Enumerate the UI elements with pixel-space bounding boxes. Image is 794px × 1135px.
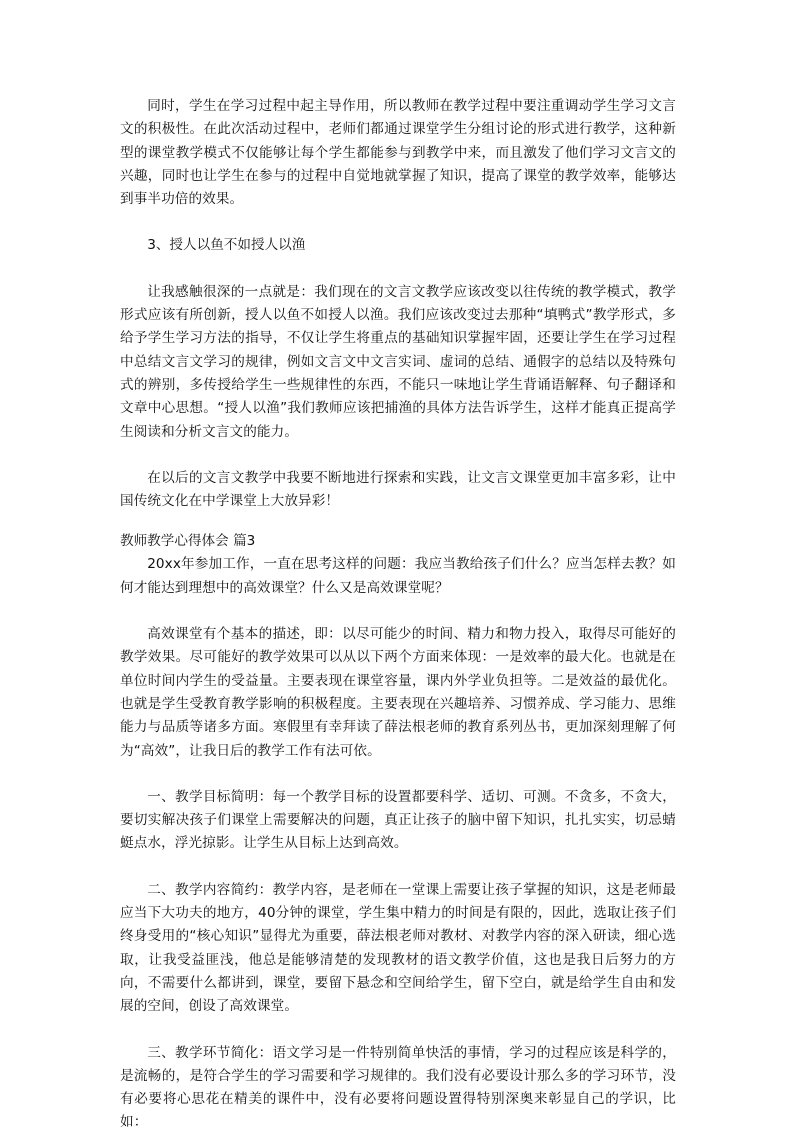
spacer: [120, 763, 676, 786]
spacer: [120, 444, 676, 467]
heading-teach-fishing: 3、授人以鱼不如授人以渔: [147, 237, 306, 254]
section-title-part3: 教师教学心得体会 篇3: [120, 533, 256, 550]
spacer: [120, 513, 676, 530]
document-page: [120, 95, 676, 1135]
spacer: [120, 1019, 676, 1042]
paragraph-work-question: 20xx年参加工作，一直在思考这样的问题：我应当教给孩子们什么？应当怎样去教？如何才能达到理想中的高效课堂？什么又是高效课堂呢？: [120, 556, 676, 596]
paragraph-future-exploration: 在以后的文言文教学中我要不断地进行探索和实践，让文言文课堂更加丰富多彩，让中国传统文化在中学课堂上大放异彩！: [120, 469, 676, 510]
spacer: [120, 258, 676, 281]
paragraph-teaching-steps: 三、教学环节简化：语文学习是一件特别简单快活的事情，学习的过程应该是科学的，是流畅的，是符合学生的学习需要和学习规律的。我们没有必要设计那么多的学习环节，没有必要将心思花在精美的课件中，没有必要将问题设置得特别深奥来彰显自己的学识，比如：: [120, 1044, 676, 1131]
paragraph-teaching-method: 让我感触很深的一点就是：我们现在的文言文教学应该改变以往传统的教学模式，教学形式应该有所创新，授人以鱼不如授人以渔。我们应该改变过去那种“填鸭式”教学形式，多给予学生学习方法的指导，不仅让学生将重点的基础知识掌握牢固，还要让学生在学习过程中总结文言文学习的规律，例如文言文中文言实词、虚词的总结、通假字的总结以及特殊句式的辨别，多传授给学生一些规律性的东西，不能只一味地让学生背诵语解释、句子翻译和文章中心思想。“授人以渔”我们教师应该把捕渔的具体方法告诉学生，这样才能真正提高学生阅读和分析文言文的能力。: [120, 283, 676, 440]
spacer: [120, 856, 676, 879]
paragraph-teaching-goals: 一、教学目标简明：每一个教学目标的设置都要科学、适切、可测。不贪多，不贪大，要切实解决孩子们课堂上需要解决的问题，真正让孩子的脑中留下知识，扎扎实实，切忌蜻蜓点水，浮光掠影。让学生从目标上达到高效。: [120, 788, 676, 852]
paragraph-student-role: 同时，学生在学习过程中起主导作用，所以教师在教学过程中要注重调动学生学习文言文的积极性。在此次活动过程中，老师们都通过课堂学生分组讨论的形式进行教学，这种新型的课堂教学模式不仅能够让每个学生都能参与到教学中来，而且激发了他们学习文言文的兴趣，同时也让学生在参与的过程中自觉地就掌握了知识，提高了课堂的教学效率，能够达到事半功倍的效果。: [120, 98, 676, 208]
paragraph-teaching-content: 二、教学内容简约：教学内容，是老师在一堂课上需要让孩子掌握的知识，这是老师最应当下大功夫的地方，40分钟的课堂，学生集中精力的时间是有限的，因此，选取让孩子们终身受用的“核心知识”显得尤为重要，薛法根老师对教材、对教学内容的深入研读，细心选取，让我受益匪浅，他总是能够清楚的发现教材的语文教学价值，这也是我日后努力的方向，不需要什么都讲到，课堂，要留下悬念和空间给学生，留下空白，就是给学生自由和发展的空间，创设了高效课堂。: [120, 881, 676, 1015]
paragraph-efficient-class: 高效课堂有个基本的描述，即：以尽可能少的时间、精力和物力投入，取得尽可能好的教学效果。尽可能好的教学效果可以从以下两个方面来体现：一是效率的最大化。也就是在单位时间内学生的受益量。主要表现在课堂容量，课内外学业负担等。二是效益的最优化。也就是学生受教育教学影响的积极程度。主要表现在兴趣培养、习惯养成、学习能力、思维能力与品质等诸多方面。寒假里有幸拜读了薛法根老师的教育系列丛书，更加深刻理解了何为“高效”，让我日后的教学工作有法可依。: [120, 626, 676, 759]
spacer: [120, 600, 676, 623]
spacer: [120, 211, 676, 234]
